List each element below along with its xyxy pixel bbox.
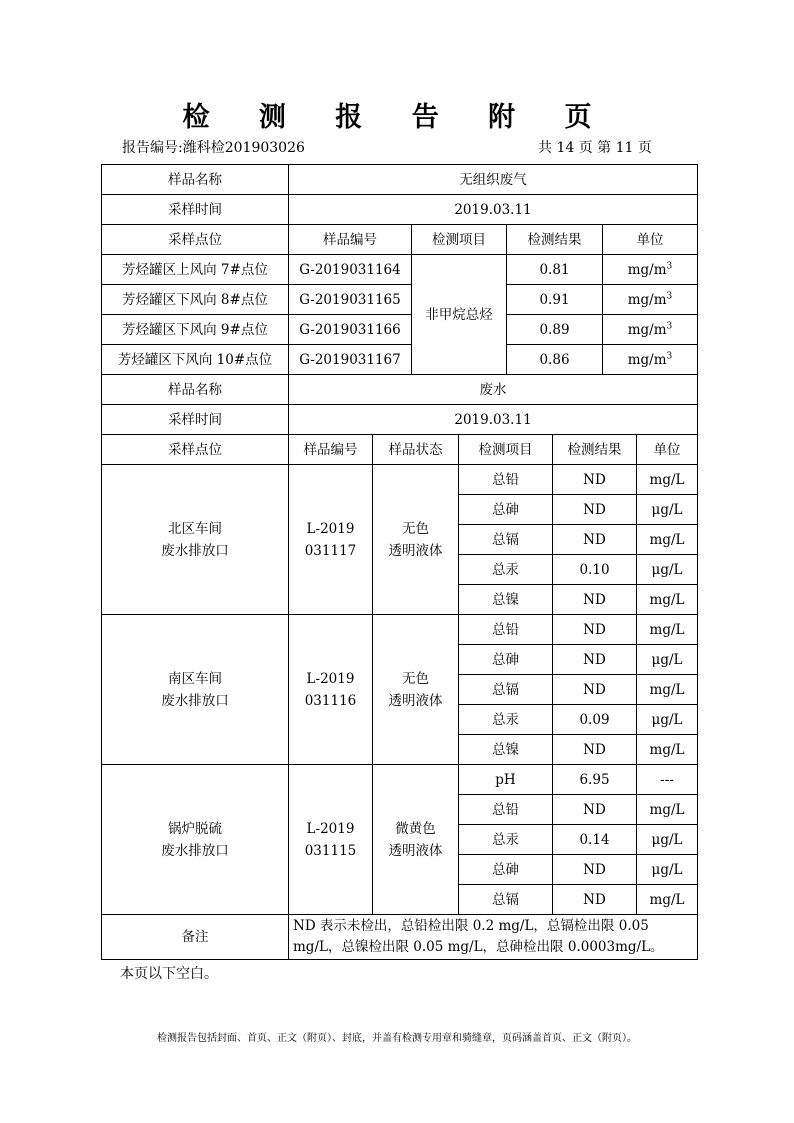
sampling-point: 芳烃罐区下风向 10#点位 xyxy=(102,345,289,375)
sample-state xyxy=(373,765,459,915)
table-row xyxy=(102,915,698,960)
unit: mg/L xyxy=(637,885,698,915)
sample-id-line: L-2019 xyxy=(306,520,355,537)
unit xyxy=(603,315,698,345)
column-header: 样品编号 xyxy=(289,225,412,255)
table-row xyxy=(102,255,698,285)
sample-id-line: 031116 xyxy=(304,692,357,709)
test-result: ND xyxy=(553,495,637,525)
test-result: 6.95 xyxy=(553,765,637,795)
column-header: 检测结果 xyxy=(553,435,637,465)
page-info: 共 14 页 第 11 页 xyxy=(538,140,652,156)
test-result: ND xyxy=(553,675,637,705)
test-item: 总铅 xyxy=(459,615,553,645)
table-header-row xyxy=(102,225,698,255)
test-item: pH xyxy=(459,765,553,795)
test-result: ND xyxy=(553,615,637,645)
sampling-point xyxy=(102,615,289,765)
sample-name-value: 无组织废气 xyxy=(289,165,698,195)
test-item: 总铅 xyxy=(459,465,553,495)
sample-state-line: 无色 xyxy=(402,670,429,687)
test-result: 0.09 xyxy=(553,705,637,735)
test-result: ND xyxy=(553,525,637,555)
unit: μg/L xyxy=(637,495,698,525)
unit-superscript: 3 xyxy=(666,291,673,301)
unit-base: mg/m xyxy=(627,261,667,278)
unit: mg/L xyxy=(637,585,698,615)
sample-id xyxy=(289,465,373,615)
sampling-point xyxy=(102,465,289,615)
column-header: 单位 xyxy=(637,435,698,465)
column-header: 样品编号 xyxy=(289,435,373,465)
test-item: 总镉 xyxy=(459,525,553,555)
sample-id: G-2019031166 xyxy=(289,315,412,345)
table-header-row xyxy=(102,435,698,465)
page-title: 检 测 报 告 附 页 xyxy=(182,102,612,133)
sampling-point-line: 废水排放口 xyxy=(161,692,229,709)
test-item: 总镍 xyxy=(459,735,553,765)
unit-superscript: 3 xyxy=(666,261,673,271)
sampling-point: 芳烃罐区下风向 9#点位 xyxy=(102,315,289,345)
unit: --- xyxy=(637,765,698,795)
test-result: 0.14 xyxy=(553,825,637,855)
table-row xyxy=(102,765,698,795)
unit-base: mg/m xyxy=(627,291,667,308)
sampling-point-line: 南区车间 xyxy=(168,670,222,687)
column-header: 检测项目 xyxy=(459,435,553,465)
test-item: 非甲烷总烃 xyxy=(412,255,507,375)
sample-id: G-2019031164 xyxy=(289,255,412,285)
test-item: 总镍 xyxy=(459,585,553,615)
test-item: 总砷 xyxy=(459,855,553,885)
sample-id-line: 031115 xyxy=(304,842,357,859)
sampling-time-label: 采样时间 xyxy=(102,405,289,435)
sample-name-value: 废水 xyxy=(289,375,698,405)
sampling-point-line: 锅炉脱硫 xyxy=(168,820,222,837)
note-label: 备注 xyxy=(102,915,289,960)
sampling-point: 芳烃罐区下风向 8#点位 xyxy=(102,285,289,315)
test-item: 总汞 xyxy=(459,705,553,735)
sample-id-line: L-2019 xyxy=(306,670,355,687)
column-header: 样品状态 xyxy=(373,435,459,465)
note-text: ND 表示未检出，总铅检出限 0.2 mg/L，总镉检出限 0.05 mg/L，总镍检出限 0.05 mg/L，总砷检出限 0.0003mg/L。 xyxy=(289,915,698,960)
test-item: 总砷 xyxy=(459,495,553,525)
test-result: ND xyxy=(553,465,637,495)
unit xyxy=(603,285,698,315)
table-row xyxy=(102,195,698,225)
sample-id: G-2019031165 xyxy=(289,285,412,315)
table-row xyxy=(102,315,698,345)
test-item: 总镉 xyxy=(459,675,553,705)
test-result: ND xyxy=(553,855,637,885)
test-item: 总镉 xyxy=(459,885,553,915)
blank-below-note: 本页以下空白。 xyxy=(120,966,218,982)
sample-state-line: 透明液体 xyxy=(388,842,443,859)
unit: mg/L xyxy=(637,675,698,705)
sampling-point xyxy=(102,765,289,915)
sample-id xyxy=(289,765,373,915)
table-row xyxy=(102,615,698,645)
unit: μg/L xyxy=(637,855,698,885)
test-result: 0.89 xyxy=(507,315,603,345)
unit-superscript: 3 xyxy=(666,351,673,361)
unit: μg/L xyxy=(637,555,698,585)
unit: mg/L xyxy=(637,795,698,825)
column-header: 检测结果 xyxy=(507,225,603,255)
sample-id-line: 031117 xyxy=(304,542,357,559)
column-header: 单位 xyxy=(603,225,698,255)
test-item: 总汞 xyxy=(459,555,553,585)
unit xyxy=(603,255,698,285)
unit: μg/L xyxy=(637,825,698,855)
sample-state xyxy=(373,615,459,765)
sampling-point-line: 废水排放口 xyxy=(161,542,229,559)
sample-id: G-2019031167 xyxy=(289,345,412,375)
sample-state xyxy=(373,465,459,615)
table-row xyxy=(102,165,698,195)
sample-name-label: 样品名称 xyxy=(102,375,289,405)
sampling-time-label: 采样时间 xyxy=(102,195,289,225)
footer-text: 检测报告包括封面、首页、正文（附页）、封底，并盖有检测专用章和骑缝章，页码涵盖首页、正文（附页）。 xyxy=(157,1033,637,1044)
sample-state-line: 微黄色 xyxy=(395,820,436,837)
table-row xyxy=(102,405,698,435)
test-item: 总汞 xyxy=(459,825,553,855)
test-result: ND xyxy=(553,795,637,825)
table-row xyxy=(102,285,698,315)
column-header: 采样点位 xyxy=(102,225,289,255)
unit: mg/L xyxy=(637,735,698,765)
sampling-time-value: 2019.03.11 xyxy=(289,405,698,435)
unit: mg/L xyxy=(637,615,698,645)
test-result: ND xyxy=(553,735,637,765)
table-row xyxy=(102,465,698,495)
unit xyxy=(603,345,698,375)
column-header: 检测项目 xyxy=(412,225,507,255)
sample-id-line: L-2019 xyxy=(306,820,355,837)
unit: mg/L xyxy=(637,465,698,495)
unit-superscript: 3 xyxy=(666,321,673,331)
test-item: 总铅 xyxy=(459,795,553,825)
sampling-time-value: 2019.03.11 xyxy=(289,195,698,225)
test-result: ND xyxy=(553,885,637,915)
report-number: 报告编号:潍科检201903026 xyxy=(122,140,305,156)
sample-name-label: 样品名称 xyxy=(102,165,289,195)
sampling-point-line: 北区车间 xyxy=(168,520,222,537)
table-row xyxy=(102,345,698,375)
sample-state-line: 透明液体 xyxy=(388,542,443,559)
test-result: 0.10 xyxy=(553,555,637,585)
unit-base: mg/m xyxy=(627,351,667,368)
unit: μg/L xyxy=(637,705,698,735)
sample-state-line: 无色 xyxy=(402,520,429,537)
unit-base: mg/m xyxy=(627,321,667,338)
air-results-table xyxy=(101,164,698,375)
test-item: 总砷 xyxy=(459,645,553,675)
unit: μg/L xyxy=(637,645,698,675)
test-result: 0.81 xyxy=(507,255,603,285)
water-results-table xyxy=(101,374,698,960)
test-result: 0.86 xyxy=(507,345,603,375)
test-result: ND xyxy=(553,585,637,615)
column-header: 采样点位 xyxy=(102,435,289,465)
unit: mg/L xyxy=(637,525,698,555)
test-result: 0.91 xyxy=(507,285,603,315)
sampling-point: 芳烃罐区上风向 7#点位 xyxy=(102,255,289,285)
test-result: ND xyxy=(553,645,637,675)
sample-state-line: 透明液体 xyxy=(388,692,443,709)
table-row xyxy=(102,375,698,405)
sample-id xyxy=(289,615,373,765)
sampling-point-line: 废水排放口 xyxy=(161,842,229,859)
